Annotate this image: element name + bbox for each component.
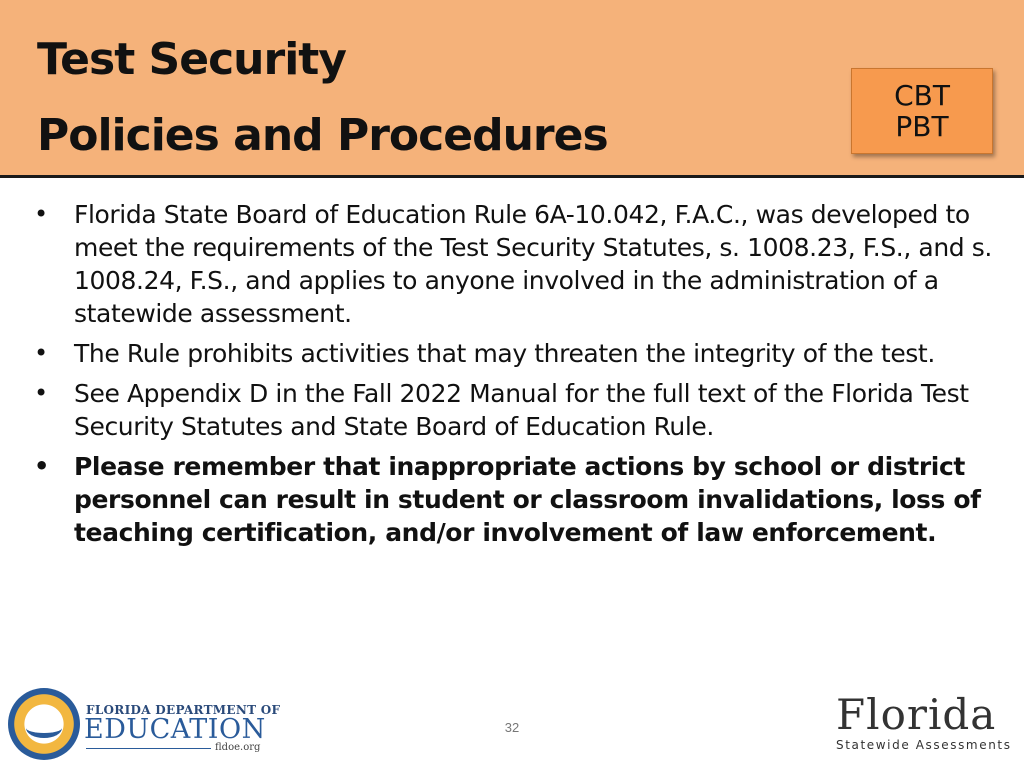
- bullet-dot-icon: •: [34, 379, 48, 407]
- bullet-dot-icon: •: [34, 452, 49, 480]
- bullet-item: [30, 337, 1000, 370]
- bullet-text: See Appendix D in the Fall 2022 Manual for the full text of the Florida Test Security Statutes and State Board of Education Rule.: [74, 379, 969, 441]
- bullet-text: Florida State Board of Education Rule 6A-10.042, F.A.C., was developed to meet the requirements of the Test Security Statutes, s. 1008.23, F.S., and s. 1008.24, F.S., and applies to anyone involved in the administration of a statewide assessment.: [74, 200, 992, 328]
- bullet-text: Please remember that inappropriate actions by school or district personnel can result in student or classroom invalidations, loss of teaching certification, and/or involvement of law enforcement.: [74, 452, 981, 547]
- fldoe-seal-icon: [8, 688, 80, 760]
- bullet-item-emphasis: [30, 450, 1000, 549]
- page-number: 32: [504, 720, 520, 735]
- title-line-2: Policies and Procedures: [37, 110, 608, 161]
- bullet-text: The Rule prohibits activities that may threaten the integrity of the test.: [74, 339, 935, 368]
- slide-title: [37, 22, 608, 174]
- bullet-dot-icon: •: [34, 339, 48, 367]
- fsa-logo-wordmark: Florida: [836, 690, 997, 739]
- fldoe-logo-url: fldoe.org: [215, 742, 261, 753]
- bullet-item: [30, 198, 1000, 330]
- title-line-1: Test Security: [37, 34, 346, 85]
- bullet-item: [30, 377, 1000, 443]
- bullet-list: [30, 198, 1000, 556]
- fsa-logo: [832, 690, 1012, 756]
- fldoe-logo: [8, 688, 281, 760]
- badge-cbt: CBT: [894, 79, 950, 112]
- test-mode-badge: [851, 68, 993, 154]
- badge-pbt: PBT: [895, 110, 949, 143]
- fldoe-logo-line2: EDUCATION: [84, 714, 266, 745]
- fldoe-logo-rule: [86, 748, 211, 749]
- fldoe-logo-line1: FLORIDA DEPARTMENT OF: [86, 703, 281, 717]
- bullet-dot-icon: •: [34, 200, 48, 228]
- fsa-logo-subtitle: Statewide Assessments: [836, 738, 1012, 752]
- slide-header: [0, 0, 1024, 178]
